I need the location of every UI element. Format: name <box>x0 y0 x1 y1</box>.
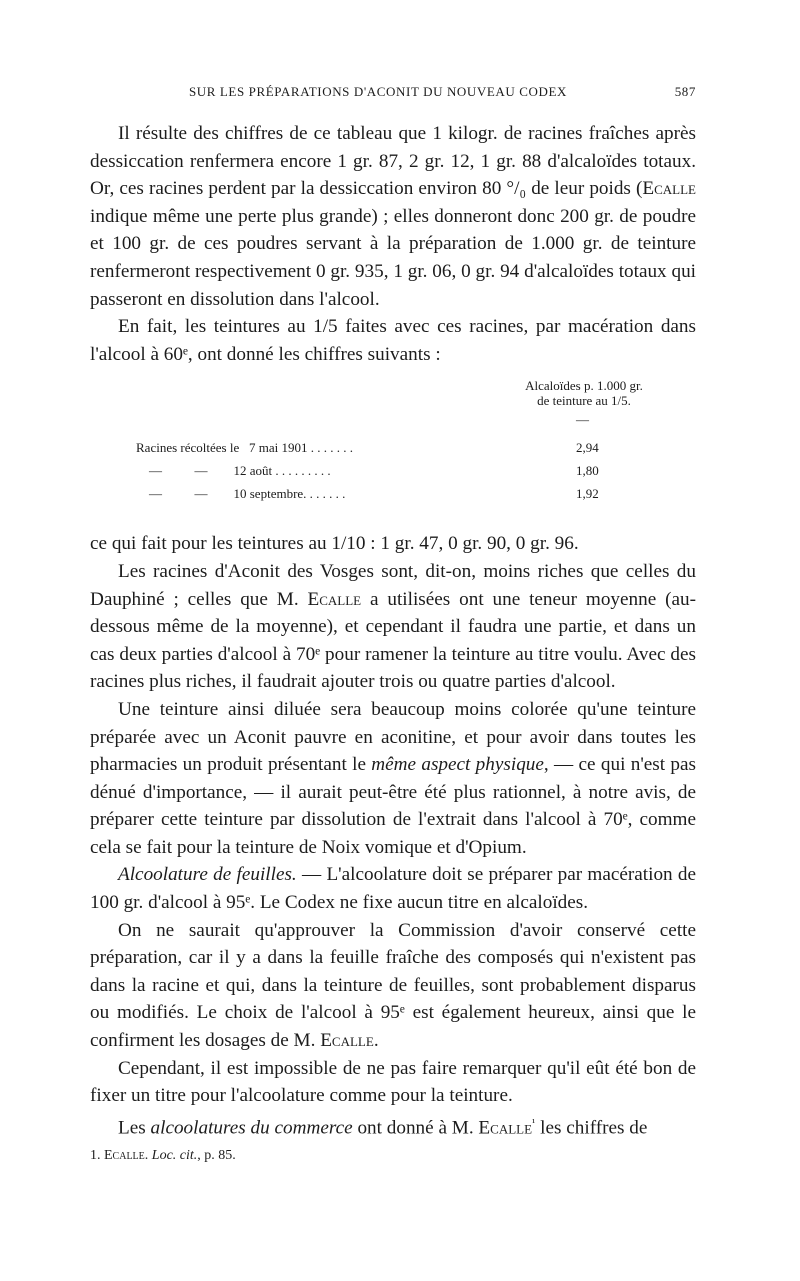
paragraph-5 <box>90 696 696 862</box>
paragraph-3: ce qui fait pour les teintures au 1/10 : 1 gr. 47, 0 gr. 90, 0 gr. 96. <box>90 533 579 555</box>
paragraph-6 <box>90 861 696 916</box>
table-row <box>136 486 684 504</box>
para-5-text-a: Une teinture ainsi diluée sera beaucoup moins colorée qu'une teinture préparée avec un Aconit pauvre en aconitine, et pour avoir dans toutes les pharmacies un produit présentant le <box>90 698 696 776</box>
footnote-marker[interactable]: ¹ <box>532 1116 536 1129</box>
row-value: 1,80 <box>576 463 599 479</box>
table-row <box>136 463 684 481</box>
footnote-text-b: , p. 85. <box>197 1148 236 1163</box>
row-label: — — 12 août . . . . . . . . . <box>136 463 331 479</box>
section-heading-alcoolature: Alcoolature de feuilles. <box>118 864 297 886</box>
alkaloid-table <box>90 378 696 526</box>
footnote-text-a: . <box>144 1148 152 1163</box>
running-head <box>90 84 696 100</box>
paragraph-7 <box>90 917 696 1055</box>
para-4-text-a: Les racines d'Aconit des Vosges sont, dit-on, moins riches que celles du Dauphiné ; celles que M. <box>90 560 696 610</box>
table-column-header <box>494 378 674 408</box>
column-header-line-1: Alcaloïdes p. 1.000 gr. <box>525 378 643 394</box>
footnote-italic: Loc. cit. <box>151 1148 198 1163</box>
para-9-text-c: les chiffres de <box>535 1117 648 1139</box>
column-header-line-2: de teinture au 1/5. <box>537 393 631 409</box>
para-7-text-a: On ne saurait qu'approuver la Commission d'avoir conservé cette préparation, car il y a dans la feuille fraîche des composés qui n'existent pas dans la racine et qui, dans la teinture de feuilles, sont probablement disparus ou modifiés. Le choix de l'alcool à 95ᵉ est également heureux, ainsi que le confirment les dosages de M. <box>90 919 696 1052</box>
paragraph-8: Cependant, il est impossible de ne pas faire remarquer qu'il eût été bon de fixer un titre pour l'alcoolature comme pour la teinture. <box>90 1057 696 1107</box>
para-5-italic: même aspect physique <box>371 754 544 776</box>
para-4-text-b: a utilisées ont une teneur moyenne (au-dessous même de la moyenne), et cependant il faudra une partie, et dans un cas deux parties d'alcool à 70ᵉ pour ramener la teinture au titre voulu. Avec des racines plus riches, il faudrait ajouter trois ou quatre parties d'alcool. <box>90 588 696 693</box>
row-label: Racines récoltées le 7 mai 1901 . . . . . . . <box>136 440 353 456</box>
para-7-text-b: . <box>373 1030 379 1052</box>
row-label: — — 10 septembre. . . . . . . <box>136 486 346 502</box>
paragraph-4 <box>90 558 696 696</box>
para-6-text: — L'alcoolature doit se préparer par macération de 100 gr. d'alcool à 95ᵉ. Le Codex ne fixe aucun titre en alcaloïdes. <box>90 864 697 914</box>
paragraph-1 <box>90 120 696 313</box>
para-1-text-a: Il résulte des chiffres de ce tableau que 1 kilogr. de racines fraîches après dessiccation renfermera encore 1 gr. 87, 2 gr. 12, 1 gr. 88 d'alcaloïdes totaux. Or, ces racines perdent par la dessiccation environ 80 °/₀ de leur poids ( <box>90 123 696 200</box>
para-1-text-b: indique même une perte plus grande) ; elles donneront donc 200 gr. de poudre et 100 gr. de ces poudres servant à la préparation de 1.000 gr. de teinture renfermeront respectivement 0 gr. 935, 1 gr. 06, 0 gr. 94 d'alcaloïdes totaux qui passeront en dissolution dans l'alcool. <box>90 205 696 310</box>
footnote <box>90 1148 236 1164</box>
para-5-text-b: , — ce qui n'est pas dénué d'importance, — il aurait peut-être été plus rationnel, à notre avis, de préparer cette teinture par dissolution de l'extrait dans l'alcool à 70ᵉ, comme cela se fait pour la teinture de Noix vomique et d'Opium. <box>90 754 696 858</box>
running-title: SUR LES PRÉPARATIONS D'ACONIT DU NOUVEAU CODEX <box>188 84 568 99</box>
author-name: Ecalle <box>307 588 362 610</box>
paragraph-2: En fait, les teintures au 1/5 faites avec ces racines, par macération dans l'alcool à 60ᵉ, ont donné les chiffres suivants : <box>90 316 696 365</box>
author-name: Ecalle <box>320 1030 374 1052</box>
column-header-dash: — <box>576 412 589 428</box>
footnote-number: 1. <box>90 1148 104 1163</box>
para-9-text-b: ont donné à M. <box>352 1117 479 1139</box>
author-name: Ecalle <box>642 178 696 200</box>
page-body <box>90 120 696 1142</box>
row-value: 2,94 <box>576 440 599 456</box>
para-9-italic: alcoolatures du commerce <box>150 1117 353 1139</box>
para-9-text-a: Les <box>118 1117 151 1139</box>
page-number: 587 <box>674 84 696 99</box>
row-value: 1,92 <box>576 486 599 502</box>
author-name: Ecalle <box>478 1117 533 1139</box>
paragraph-9 <box>90 1110 696 1142</box>
table-row <box>136 440 684 458</box>
footnote-author: Ecalle <box>104 1148 145 1163</box>
